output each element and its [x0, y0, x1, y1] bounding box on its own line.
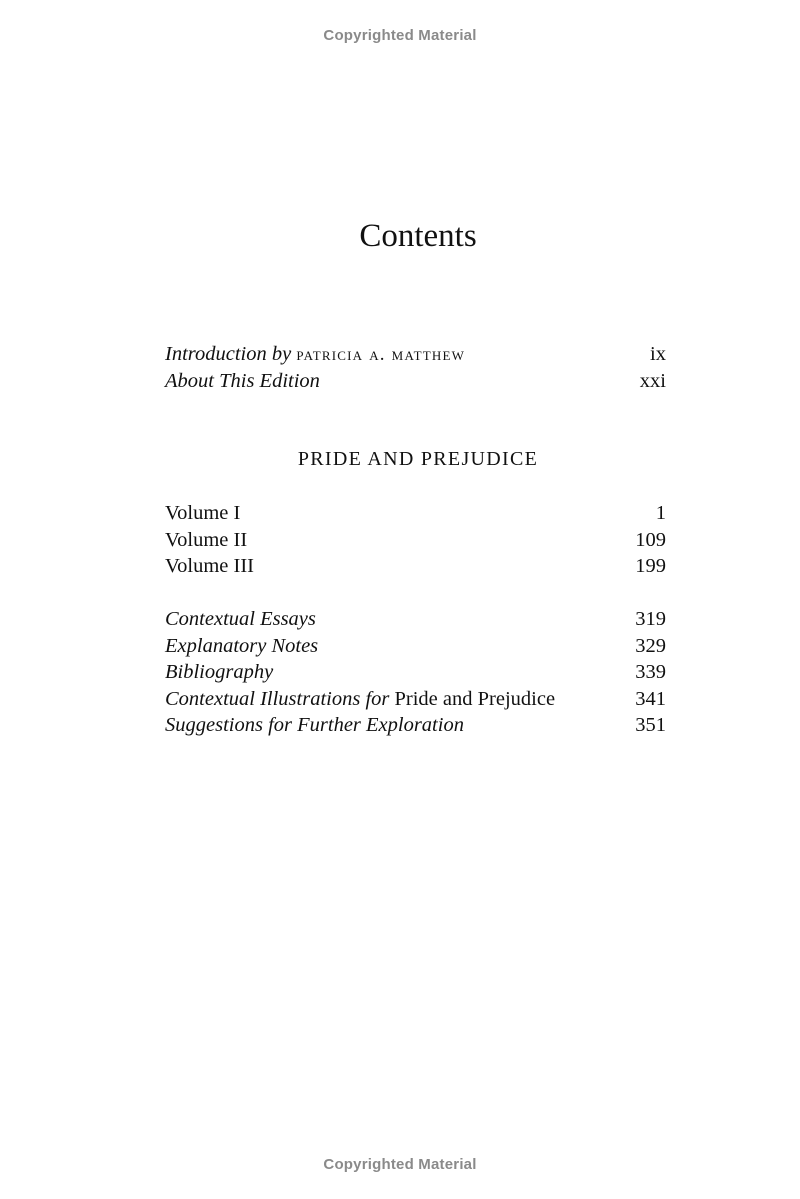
toc-page-number: xxi: [639, 369, 666, 392]
page-title: Contents: [359, 218, 477, 255]
toc-entry-about-edition: [165, 368, 666, 395]
toc-entry-volume-3: [165, 553, 666, 580]
toc-page-number: 199: [635, 555, 666, 577]
book-title: Pride and Prejudice: [394, 687, 556, 710]
toc-page-number: 1: [655, 502, 666, 524]
toc-page-number: ix: [650, 343, 666, 365]
author-name: patricia a. matthew: [296, 344, 466, 365]
toc-page-number: 329: [635, 634, 666, 657]
toc-page-number: 339: [635, 661, 666, 683]
toc-entry-explanatory-notes: [165, 633, 666, 660]
section-heading: PRIDE AND PREJUDICE: [297, 448, 539, 470]
volumes-list: [165, 500, 666, 580]
toc-entry-label: Volume I: [165, 502, 241, 524]
toc-entry-bibliography: [165, 659, 666, 686]
toc-entry-label: Suggestions for Further Exploration: [165, 714, 464, 736]
toc-page-number: 109: [635, 528, 666, 551]
toc-entry-further-exploration: [165, 712, 666, 739]
front-matter-list: [165, 341, 666, 394]
toc-entry-contextual-illustrations: [165, 686, 666, 713]
toc-entry-label: Contextual Essays: [165, 608, 316, 630]
toc-page-number: 319: [635, 608, 666, 630]
toc-entry-label: Explanatory Notes: [165, 634, 319, 657]
copyright-watermark-bottom: Copyrighted Material: [323, 1156, 477, 1173]
toc-entry-label: Volume III: [165, 555, 255, 577]
toc-entry-volume-1: [165, 500, 666, 527]
toc-entry-contextual-essays: [165, 606, 666, 633]
toc-entry-volume-2: [165, 527, 666, 554]
toc-page-number: 351: [635, 714, 666, 736]
toc-entry-label: Contextual Illustrations for Pride and Prejudice: [165, 687, 556, 710]
toc-entry-introduction: [165, 341, 666, 368]
toc-page-number: 341: [635, 687, 666, 710]
back-matter-list: [165, 606, 666, 739]
toc-entry-label: About This Edition: [165, 369, 320, 392]
copyright-watermark-top: Copyrighted Material: [323, 27, 477, 44]
toc-entry-label: Bibliography: [165, 661, 274, 683]
toc-entry-label: Volume II: [165, 528, 248, 551]
toc-entry-label: Introduction by patricia a. matthew: [165, 343, 466, 365]
